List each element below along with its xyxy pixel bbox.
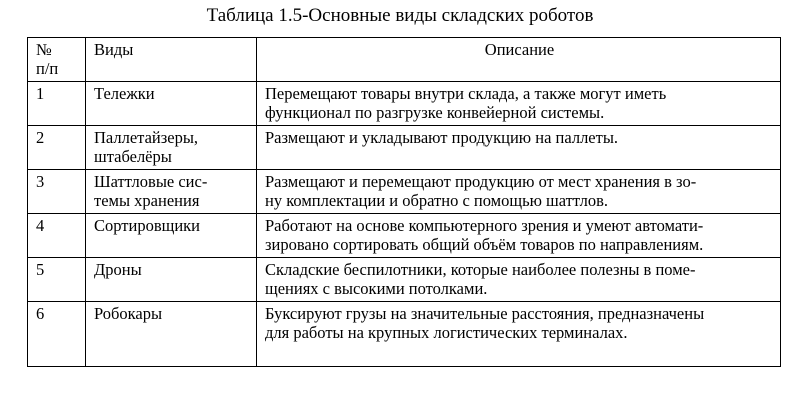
row-description: Складские беспилотники, которые наиболее полезны в поме- щениях с высокими потолками. — [257, 258, 781, 302]
table-row — [28, 170, 781, 214]
header-number: № п/п — [28, 38, 86, 82]
row-description: Размещают и укладывают продукцию на паллеты. — [257, 126, 781, 170]
row-number: 2 — [28, 126, 86, 170]
robots-table — [27, 37, 781, 367]
header-description: Описание — [257, 38, 781, 82]
row-type: Робокары — [86, 302, 257, 367]
row-description: Буксируют грузы на значительные расстояния, предназначены для работы на крупных логистических терминалах. — [257, 302, 781, 367]
row-number: 6 — [28, 302, 86, 367]
table-row — [28, 82, 781, 126]
row-number: 3 — [28, 170, 86, 214]
row-type: Паллетайзеры, штабелёры — [86, 126, 257, 170]
row-type: Шаттловые сис- темы хранения — [86, 170, 257, 214]
table-row — [28, 214, 781, 258]
row-number: 5 — [28, 258, 86, 302]
row-description: Работают на основе компьютерного зрения и умеют автомати- зировано сортировать общий объём товаров по направлениям. — [257, 214, 781, 258]
table-row — [28, 126, 781, 170]
header-type: Виды — [86, 38, 257, 82]
table-row — [28, 302, 781, 367]
row-type: Тележки — [86, 82, 257, 126]
row-type: Сортировщики — [86, 214, 257, 258]
row-number: 4 — [28, 214, 86, 258]
row-description: Размещают и перемещают продукцию от мест хранения в зо- ну комплектации и обратно с помощью шаттлов. — [257, 170, 781, 214]
row-description: Перемещают товары внутри склада, а также могут иметь функционал по разгрузке конвейерной системы. — [257, 82, 781, 126]
table-caption: Таблица 1.5-Основные виды складских роботов — [206, 5, 594, 26]
row-type: Дроны — [86, 258, 257, 302]
table-header-row — [28, 38, 781, 82]
table-row — [28, 258, 781, 302]
row-number: 1 — [28, 82, 86, 126]
